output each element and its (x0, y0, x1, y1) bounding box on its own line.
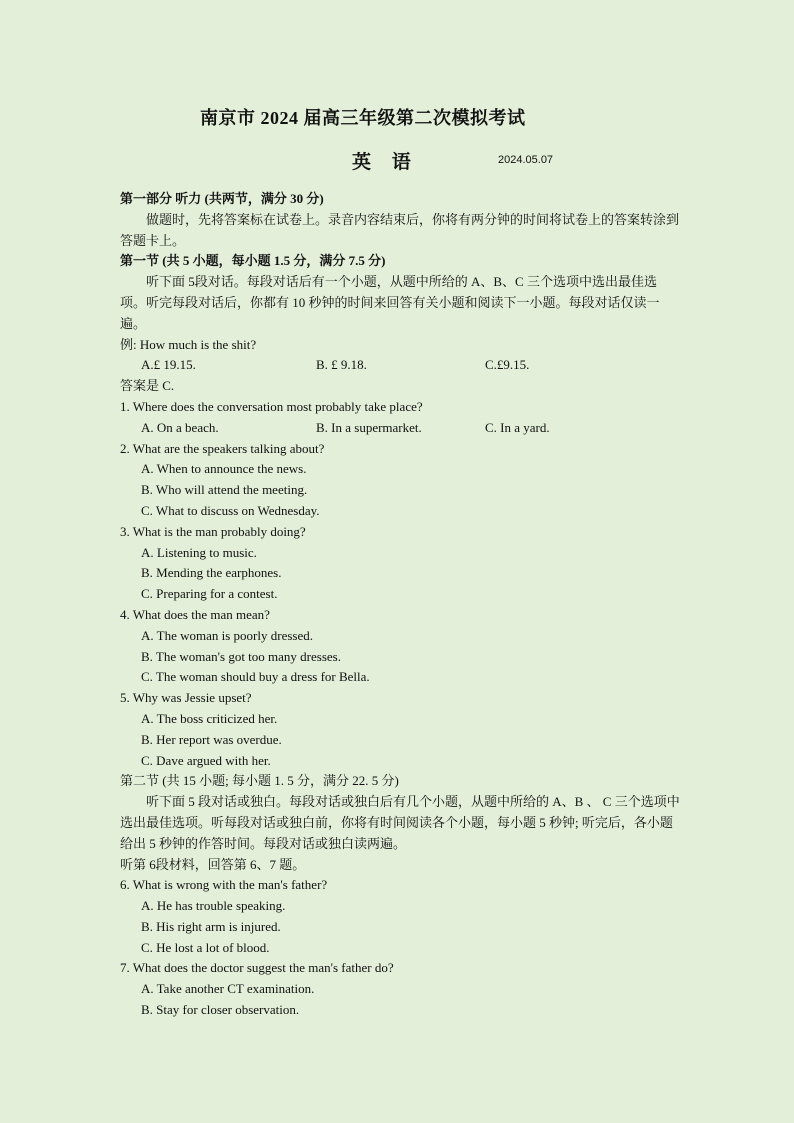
example-answer: 答案是 C. (120, 378, 175, 394)
option-c: C. He lost a lot of blood. (141, 939, 270, 955)
option-a: A. He has trouble speaking. (141, 898, 286, 914)
option-c: C. Preparing for a contest. (141, 586, 278, 602)
example-option-a: A.£ 19.15. (141, 357, 196, 373)
example-question: 例: How much is the shit? (120, 336, 257, 352)
option-b: B. His right arm is injured. (141, 918, 281, 934)
section2-heading: 第二节 (共 15 小题; 每小题 1. 5 分，满分 22. 5 分) (120, 773, 399, 789)
material-6-label: 听第 6段材料，回答第 6、7 题。 (120, 856, 306, 872)
option-b: B. Who will attend the meeting. (141, 482, 308, 498)
option-c: C. What to discuss on Wednesday. (141, 502, 320, 518)
question-3: 3. What is the man probably doing? (120, 523, 306, 539)
option-b: B. Mending the earphones. (141, 565, 282, 581)
exam-title: 南京市 2024 届高三年级第二次模拟考试 (200, 108, 526, 128)
example-option-c: C.£9.15. (485, 357, 530, 373)
subject-title: 英 语 (352, 152, 419, 173)
option-b: B. In a supermarket. (316, 419, 422, 435)
question-4: 4. What does the man mean? (120, 606, 270, 622)
section1-instruction: 听下面 5段对话。每段对话后有一个小题，从题中所给的 A、B、C 三个选项中选出最佳选项。听完每段对话后，你都有 10 秒钟的时间来回答有关小题和阅读下一小题。每段对话仅读一遍。 (120, 274, 660, 331)
example-options (120, 355, 680, 376)
question-5: 5. Why was Jessie upset? (120, 690, 252, 706)
option-a: A. Listening to music. (141, 544, 257, 560)
option-a: A. When to announce the news. (141, 461, 307, 477)
exam-date: 2024.05.07 (498, 154, 554, 166)
question-6: 6. What is wrong with the man's father? (120, 877, 328, 893)
option-a: A. The boss criticized her. (141, 710, 278, 726)
question-7: 7. What does the doctor suggest the man's father do? (120, 960, 394, 976)
option-c: C. Dave argued with her. (141, 752, 271, 768)
section1-heading: 第一节 (共 5 小题，每小题 1.5 分，满分 7.5 分) (120, 253, 386, 269)
option-b: B. The woman's got too many dresses. (141, 648, 341, 664)
question-1: 1. Where does the conversation most probably take place? (120, 398, 423, 414)
option-a: A. Take another CT examination. (141, 981, 315, 997)
option-b: B. Her report was overdue. (141, 731, 282, 747)
section2-instruction: 听下面 5 段对话或独白。每段对话或独白后有几个小题，从题中所给的 A、B 、 C 三个选项中选出最佳选项。听每段对话或独白前，你将有时间阅读各个小题，每小题 5 秒钟; 听完后，各小题给出 5 秒钟的作答时间。每段对话或独白读两遍。 (120, 794, 680, 851)
part1-instruction: 做题时，先将答案标在试卷上。录音内容结束后，你将有两分钟的时间将试卷上的答案转涂到答题卡上。 (120, 211, 680, 248)
option-a: A. On a beach. (141, 419, 219, 435)
exam-body (120, 189, 680, 1021)
question-2: 2. What are the speakers talking about? (120, 440, 325, 456)
option-b: B. Stay for closer observation. (141, 1002, 300, 1018)
question-1-options (120, 418, 680, 439)
option-a: A. The woman is poorly dressed. (141, 627, 313, 643)
option-c: C. The woman should buy a dress for Bella. (141, 669, 370, 685)
option-c: C. In a yard. (485, 419, 550, 435)
part1-heading: 第一部分 听力 (共两节，满分 30 分) (120, 191, 324, 206)
example-option-b: B. £ 9.18. (316, 357, 367, 373)
